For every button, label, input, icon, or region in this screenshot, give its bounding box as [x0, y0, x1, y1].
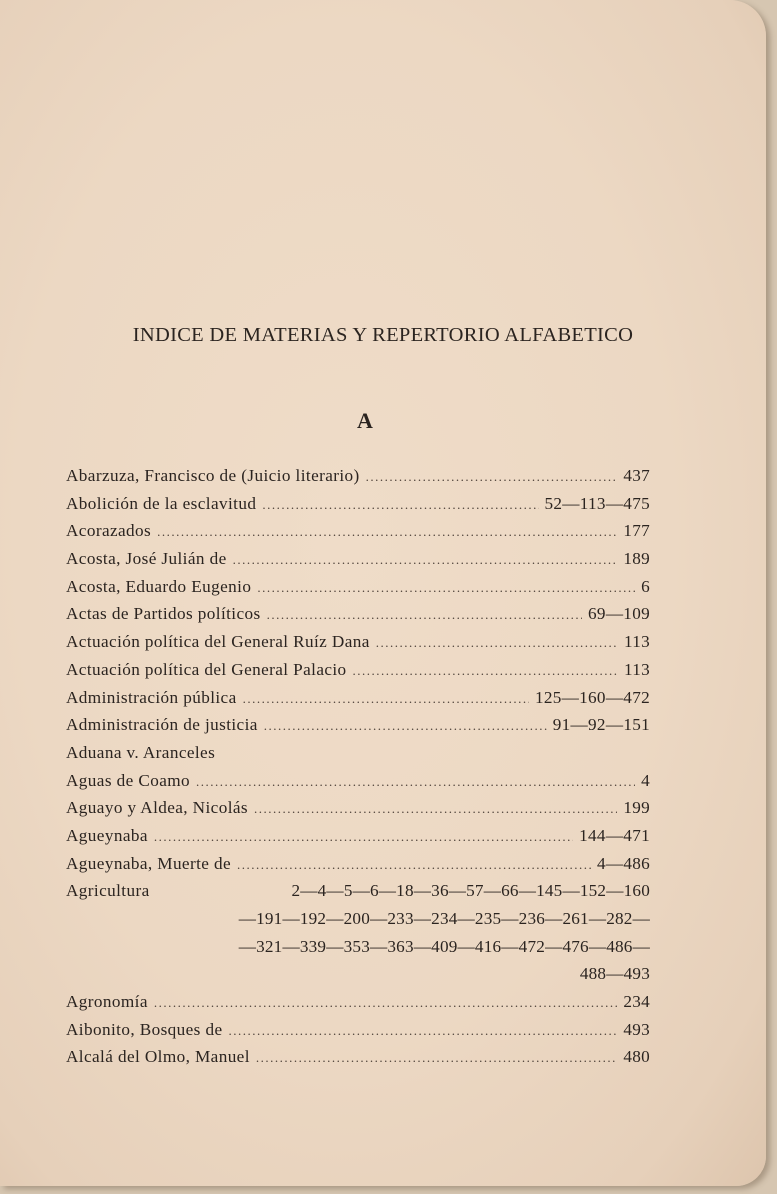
entry-term: Aibonito, Bosques de	[66, 1019, 223, 1039]
entry-term: Aguayo y Aldea, Nicolás	[66, 798, 248, 818]
index-entry	[66, 545, 650, 573]
index-entry	[66, 628, 650, 656]
entry-term: Actas de Partidos políticos	[66, 604, 261, 624]
dot-leader	[267, 600, 582, 628]
entry-term: Agueynaba, Muerte de	[66, 853, 232, 873]
dot-leader	[154, 988, 617, 1016]
entry-pages: 6	[641, 576, 650, 596]
entry-term: Acosta, Eduardo Eugenio	[66, 576, 252, 596]
index-entry	[66, 573, 650, 601]
dot-leader	[262, 490, 538, 518]
entry-pages: 199	[623, 798, 650, 818]
entry-pages: 113	[623, 632, 650, 652]
entry-term: Acorazados	[66, 521, 152, 541]
entry-pages: 480	[623, 1047, 650, 1067]
entry-pages: 437	[623, 466, 650, 485]
entry-term: Agueynaba	[66, 825, 148, 845]
index-entry	[66, 794, 650, 822]
index-entry	[66, 877, 650, 905]
index-entry	[66, 1043, 650, 1071]
dot-leader	[237, 850, 591, 878]
entry-pages: 189	[623, 549, 650, 569]
index-entry	[66, 711, 650, 739]
index-entry	[66, 1016, 650, 1044]
entry-pages: 52—113—475	[544, 493, 650, 513]
entry-term: Abolición de la esclavitud	[66, 493, 257, 513]
index-entry	[66, 600, 650, 628]
entry-pages: 2—4—5—6—18—36—57—66—145—152—160	[291, 881, 650, 901]
index-entry	[66, 739, 650, 767]
entry-term: Acosta, José Julián de	[66, 549, 227, 569]
entry-term: Aguas de Coamo	[66, 770, 190, 790]
entry-pages: 69—109	[588, 604, 650, 624]
entry-term: Agricultura	[66, 881, 150, 901]
dot-leader	[254, 794, 617, 822]
index-entry	[66, 684, 650, 712]
dot-leader	[257, 573, 635, 601]
index-entry	[66, 517, 650, 545]
entry-pages: 113	[623, 659, 650, 679]
index-entry	[66, 988, 650, 1016]
entry-term: Actuación política del General Palacio	[66, 659, 347, 679]
dot-leader	[256, 1043, 617, 1071]
page-title: INDICE DE MATERIAS Y REPERTORIO ALFABETICO	[132, 324, 634, 346]
entry-term: Aduana v. Aranceles	[66, 742, 216, 762]
entry-term: Actuación política del General Ruíz Dana	[66, 632, 370, 652]
dot-leader	[154, 822, 573, 850]
entry-term: Abarzuza, Francisco de (Juicio literario)	[66, 466, 360, 485]
dot-leader	[233, 545, 618, 573]
index-entry	[66, 767, 650, 795]
entry-pages: 4—486	[596, 853, 650, 873]
index-entry	[66, 656, 650, 684]
section-letter-heading: A	[357, 408, 373, 433]
dot-leader	[264, 711, 547, 739]
entry-pages-continued: —321—339—353—363—409—416—472—476—486—	[238, 936, 650, 956]
index-entry	[66, 462, 650, 490]
dot-leader	[228, 1016, 617, 1044]
entry-term: Administración pública	[66, 687, 237, 707]
entry-term: Administración de justicia	[66, 715, 258, 735]
entry-term: Alcalá del Olmo, Manuel	[66, 1047, 250, 1067]
index-entry	[66, 822, 650, 850]
entry-pages: 91—92—151	[552, 715, 650, 735]
entry-pages: 144—471	[579, 825, 650, 845]
entry-pages: 125—160—472	[534, 687, 650, 707]
dot-leader	[366, 462, 618, 490]
entry-pages-continued: —191—192—200—233—234—235—236—261—282—	[238, 909, 650, 928]
entry-pages: 234	[623, 992, 650, 1012]
dot-leader	[157, 517, 617, 545]
dot-leader	[243, 684, 529, 712]
entry-term: Agronomía	[66, 992, 148, 1012]
entry-pages-continued: 488—493	[579, 964, 650, 984]
index-entries-list	[66, 462, 650, 1071]
index-entry	[66, 490, 650, 518]
entry-pages: 493	[623, 1019, 650, 1039]
entry-pages: 177	[623, 521, 650, 541]
dot-leader	[376, 628, 618, 656]
dot-leader	[353, 656, 618, 684]
index-entry	[66, 850, 650, 878]
dot-leader	[196, 767, 635, 795]
entry-pages: 4	[641, 770, 650, 790]
